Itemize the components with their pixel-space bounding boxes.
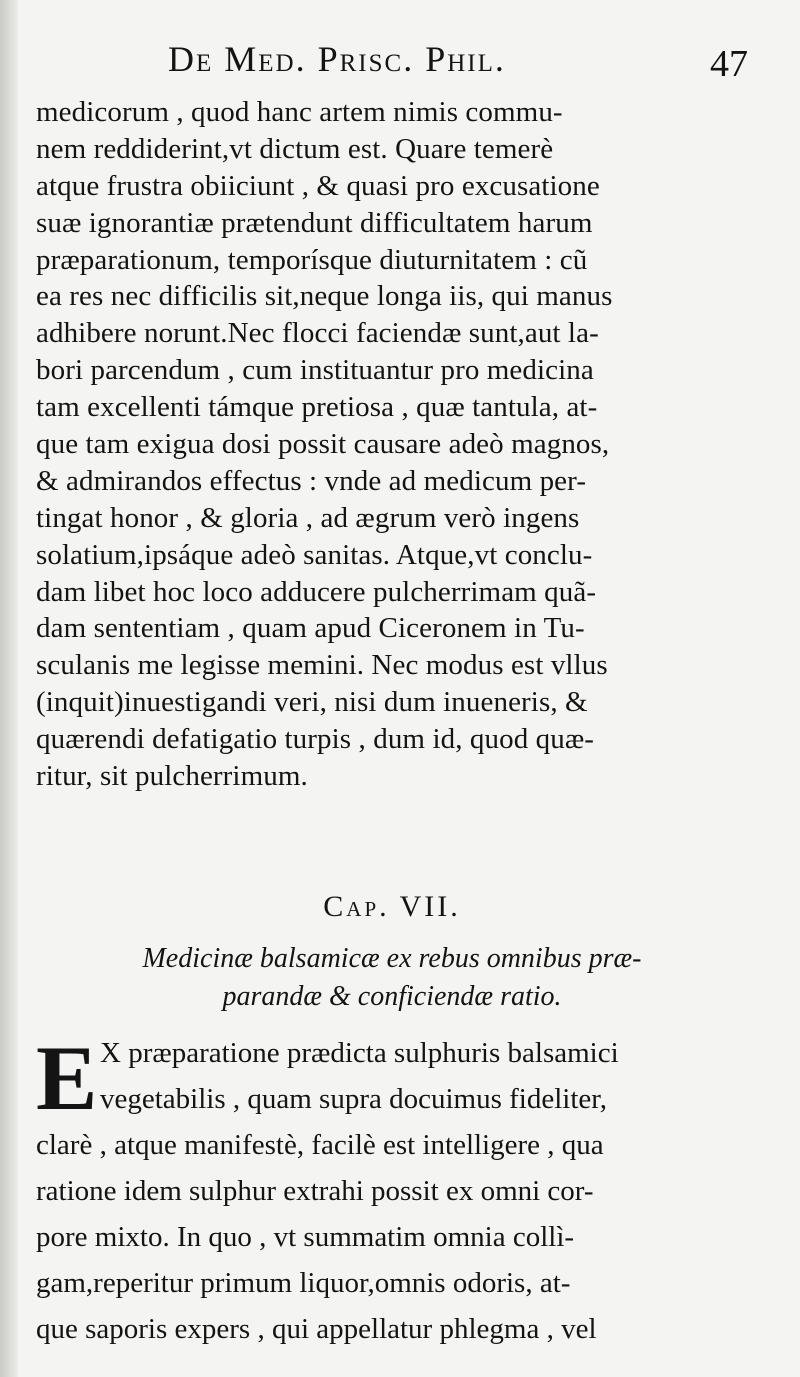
text-line: que tam exigua dosi possit causare adeò magnos, — [36, 428, 610, 461]
text-line: gam,reperitur primum liquor,omnis odoris, at- — [36, 1267, 571, 1299]
text-line: præparationum, temporísque diuturnitatem : cũ — [36, 243, 588, 276]
running-head: De Med. Prisc. Phil. — [168, 39, 506, 79]
text-line: sculanis me legisse memini. Nec modus est vllus — [36, 649, 608, 682]
chapter-heading: Cap. VII. — [323, 890, 461, 923]
text-line: clarè , atque manifestè, facilè est intelligere , qua — [36, 1129, 604, 1161]
text-line: bori parcendum , cum instituantur pro medicina — [36, 354, 594, 387]
page-number: 47 — [710, 43, 748, 85]
text-line: vegetabilis , quam supra docuimus fideliter, — [100, 1083, 608, 1115]
text-line: tam excellenti támque pretiosa , quæ tantula, at- — [36, 391, 598, 424]
drop-cap-initial: E — [36, 1027, 98, 1129]
text-line: atque frustra obiiciunt , & quasi pro excusatione — [36, 169, 600, 202]
text-line: (inquit)inuestigandi veri, nisi dum inueneris, & — [36, 686, 588, 719]
body-paragraph — [36, 94, 748, 795]
text-line: quærendi defatigatio turpis , dum id, quod quæ- — [36, 723, 595, 756]
text-line: que saporis expers , qui appellatur phlegma , vel — [36, 1313, 597, 1345]
text-line: ratione idem sulphur extrahi possit ex omni cor- — [36, 1175, 594, 1207]
text-line: ritur, sit pulcherrimum. — [36, 760, 308, 793]
chapter-title-line: Medicinæ balsamicæ ex rebus omnibus præ- — [142, 943, 642, 974]
text-line: ea res nec difficilis sit,neque longa iis, qui manus — [36, 280, 613, 313]
page-header — [40, 38, 770, 94]
text-line: suæ ignorantiæ prætendunt difficultatem harum — [36, 206, 593, 239]
text-line: dam sententiam , quam apud Ciceronem in Tu- — [36, 612, 585, 645]
chapter-title — [36, 940, 748, 1016]
text-line: medicorum , quod hanc artem nimis commu- — [36, 96, 563, 128]
text-line: adhibere norunt.Nec flocci faciendæ sunt,aut la- — [36, 317, 599, 350]
text-line: tingat honor , & gloria , ad ægrum verò ingens — [36, 501, 580, 534]
page-gutter-shadow — [0, 0, 18, 1377]
text-line: solatium,ipsáque adeò sanitas. Atque,vt conclu- — [36, 538, 593, 571]
chapter-paragraph — [36, 1027, 748, 1352]
text-line: dam libet hoc loco adducere pulcherrimam quã- — [36, 575, 597, 608]
text-line: nem reddiderint,vt dictum est. Quare temerè — [36, 132, 554, 165]
text-line: & admirandos effectus : vnde ad medicum per- — [36, 464, 587, 497]
text-line: pore mixto. In quo , vt summatim omnia collì- — [36, 1221, 575, 1253]
text-line: X præparatione prædicta sulphuris balsamici — [100, 1037, 619, 1069]
chapter-title-line: parandæ & conficiendæ ratio. — [222, 981, 562, 1012]
